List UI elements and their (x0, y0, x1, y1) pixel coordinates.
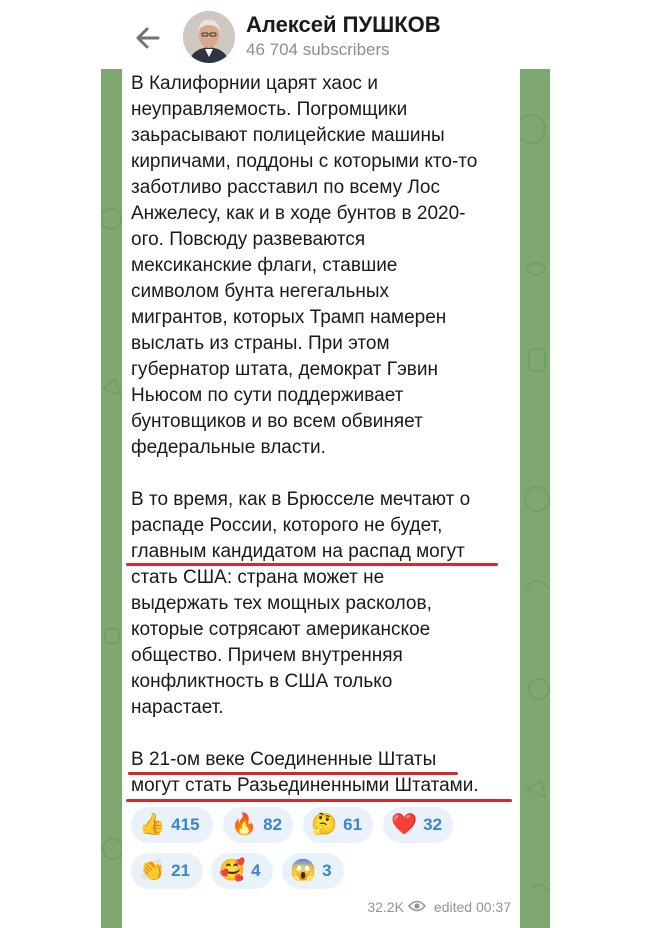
reaction-heart[interactable] (383, 807, 453, 843)
message-paragraph: В Калифорнии царят хаос и неуправляемость. Погромщики заьрасывают полицейские машины кирпичами, поддоны с которыми кто-то заботливо расставил по всему Лос Анжелесу, как и в ходе бунтов в 2020- ого. Повсюду развеваются мексиканские флаги, ставшие символом бунта негегальных мигрантов, которых Трамп намерен выслать из страны. При этом губернатор штата, демократ Гэвин Ньюсом по сути поддерживает бунтовщиков и во всем обвиняет федеральные власти. (131, 73, 478, 458)
message-meta (367, 899, 511, 915)
reaction-count: 82 (263, 815, 283, 834)
red-heart-icon: ❤️ (391, 813, 418, 836)
thinking-face-icon: 🤔 (311, 813, 338, 836)
screaming-face-icon: 😱 (290, 859, 317, 882)
reaction-clap[interactable] (131, 853, 203, 889)
smiling-face-hearts-icon: 🥰 (219, 859, 246, 882)
channel-header (0, 0, 650, 72)
channel-name[interactable]: Алексей ПУШКОВ (246, 12, 441, 37)
reaction-count: 3 (322, 861, 332, 880)
view-count: 32.2K (367, 899, 404, 915)
subscriber-count: 46 704 subscribers (246, 40, 390, 59)
clapping-hands-icon: 👏 (139, 859, 166, 882)
message-paragraph: В то время, как в Брюсселе мечтают о распаде России, которого не будет, главным кандидатом на распад могут стать США: страна может не выдержать тех мощных расколов, которые сотрясают американское общество. Причем внутренняя конфликтность в США только нарастает. (131, 489, 471, 718)
channel-avatar[interactable] (183, 11, 235, 63)
reaction-count: 21 (171, 861, 191, 880)
reaction-thumbs-up[interactable] (131, 807, 213, 843)
red-underline-annotation (126, 563, 498, 566)
message-paragraph: В 21-ом веке Соединенные Штаты могут стать Разьединенными Штатами. (131, 749, 479, 796)
reaction-thinking[interactable] (303, 807, 373, 843)
edited-timestamp: edited 00:37 (433, 899, 511, 915)
thumbs-up-icon: 👍 (139, 813, 166, 836)
red-underline-annotation (126, 799, 512, 802)
reaction-scream[interactable] (282, 853, 344, 889)
reaction-smiling-hearts[interactable] (211, 853, 273, 889)
reaction-fire[interactable] (223, 807, 293, 843)
message-text (131, 71, 511, 799)
reaction-count: 32 (423, 815, 443, 834)
reaction-count: 4 (251, 861, 261, 880)
back-arrow-icon[interactable] (132, 22, 164, 54)
reaction-count: 415 (171, 815, 200, 834)
reaction-count: 61 (343, 815, 363, 834)
eye-icon (408, 899, 426, 915)
fire-icon: 🔥 (231, 813, 258, 836)
red-underline-annotation (128, 772, 458, 775)
